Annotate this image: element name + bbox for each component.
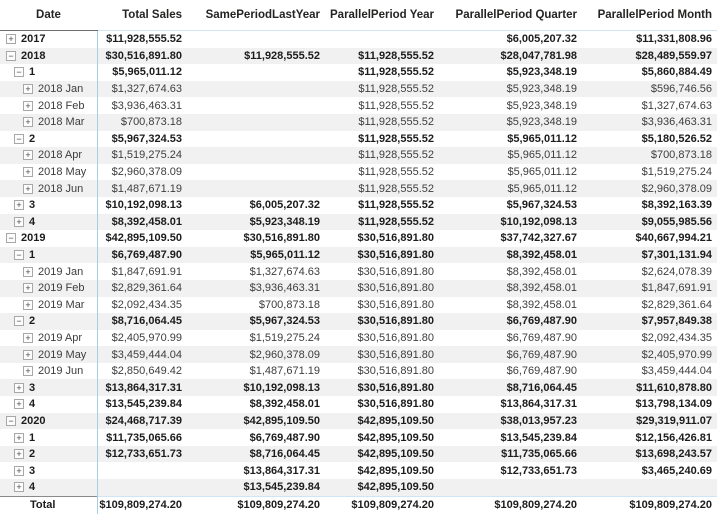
value-cell[interactable]: $11,928,555.52: [325, 48, 439, 65]
row-label: 2018 May: [38, 166, 87, 179]
value-cell[interactable]: $8,392,458.01: [439, 280, 582, 297]
value-cell[interactable]: $1,847,691.91: [582, 280, 717, 297]
value-cell[interactable]: $11,928,555.52: [325, 214, 439, 231]
value-cell[interactable]: $5,180,526.52: [641, 132, 712, 145]
value-cell[interactable]: $6,769,487.90: [439, 346, 582, 363]
date-cell[interactable]: [0, 263, 97, 280]
value-cell[interactable]: [187, 164, 325, 181]
value-cell[interactable]: $1,487,671.19: [97, 180, 187, 197]
expand-icon[interactable]: +: [23, 150, 33, 160]
value-cell[interactable]: $8,392,458.01: [249, 398, 320, 411]
value-cell[interactable]: $11,928,555.52: [358, 166, 434, 179]
value-cell[interactable]: $5,923,348.19: [439, 81, 582, 98]
date-cell[interactable]: [0, 48, 97, 65]
expand-icon[interactable]: +: [14, 383, 24, 393]
value-cell[interactable]: $12,156,426.81: [635, 431, 712, 444]
expand-icon[interactable]: +: [23, 283, 33, 293]
expand-icon[interactable]: +: [23, 300, 33, 310]
value-cell[interactable]: $3,459,444.04: [641, 365, 712, 378]
value-cell[interactable]: $700,873.18: [258, 298, 320, 311]
table-row: [0, 280, 717, 297]
column-header-total-sales[interactable]: Total Sales: [97, 0, 187, 31]
table-row: [0, 164, 717, 181]
value-cell[interactable]: $5,923,348.19: [439, 114, 582, 131]
value-cell[interactable]: $13,864,317.31: [500, 398, 577, 411]
expand-icon[interactable]: +: [23, 333, 33, 343]
table-row: [0, 263, 717, 280]
value-cell[interactable]: $42,895,109.50: [97, 230, 187, 247]
value-cell[interactable]: $11,928,555.52: [97, 31, 187, 48]
value-cell[interactable]: $30,516,891.80: [357, 398, 434, 411]
table-row: [0, 346, 717, 363]
value-cell[interactable]: $2,960,378.09: [187, 346, 325, 363]
value-cell[interactable]: $8,392,163.39: [641, 199, 712, 212]
value-cell[interactable]: $13,545,239.84: [500, 431, 577, 444]
row-label: 4: [29, 481, 36, 494]
value-cell[interactable]: $9,055,985.56: [582, 214, 717, 231]
value-cell[interactable]: $30,516,891.80: [357, 331, 434, 344]
row-label: 3: [29, 381, 36, 394]
value-cell[interactable]: $6,769,487.90: [506, 365, 577, 378]
value-cell[interactable]: [97, 479, 187, 496]
date-cell[interactable]: [0, 214, 97, 231]
total-value-cell[interactable]: $109,809,274.20: [439, 496, 582, 514]
value-cell[interactable]: $30,516,891.80: [325, 280, 439, 297]
row-label: 4: [29, 215, 36, 228]
value-cell[interactable]: $11,928,555.52: [358, 199, 434, 212]
expand-icon[interactable]: +: [23, 184, 33, 194]
value-cell[interactable]: $8,716,064.45: [187, 446, 325, 463]
value-cell[interactable]: $2,960,378.09: [582, 180, 717, 197]
row-label: 2: [29, 132, 36, 145]
value-cell[interactable]: $3,936,463.31: [582, 114, 717, 131]
value-cell[interactable]: $8,716,064.45: [439, 379, 582, 396]
date-cell[interactable]: [0, 280, 97, 297]
table-row: [0, 297, 717, 314]
expand-icon[interactable]: +: [23, 167, 33, 177]
expand-icon[interactable]: +: [23, 267, 33, 277]
value-cell[interactable]: $8,392,458.01: [506, 265, 577, 278]
date-cell[interactable]: [0, 363, 97, 380]
column-header-same-period-last-year[interactable]: SamePeriodLastYear: [187, 0, 325, 31]
date-cell[interactable]: [0, 197, 97, 214]
value-cell[interactable]: $30,516,891.80: [243, 232, 320, 245]
date-cell[interactable]: [0, 97, 97, 114]
value-cell[interactable]: $6,769,487.90: [439, 313, 582, 330]
value-cell[interactable]: $37,742,327.67: [500, 232, 577, 245]
total-value-cell[interactable]: $109,809,274.20: [325, 496, 439, 514]
total-label: Total: [30, 499, 56, 512]
value-cell[interactable]: [439, 479, 582, 496]
date-cell[interactable]: [0, 346, 97, 363]
expand-icon[interactable]: +: [23, 366, 33, 376]
table-row: [0, 48, 717, 65]
collapse-icon[interactable]: −: [14, 67, 24, 77]
table-row: [0, 396, 717, 413]
row-label: 3: [29, 199, 36, 212]
value-cell[interactable]: $6,005,207.32: [506, 33, 577, 46]
value-cell[interactable]: $42,895,109.50: [187, 413, 325, 430]
date-cell[interactable]: [0, 462, 97, 479]
value-cell[interactable]: $11,928,555.52: [358, 99, 434, 112]
value-cell[interactable]: $11,928,555.52: [325, 81, 439, 98]
value-cell[interactable]: [187, 97, 325, 114]
expand-icon[interactable]: +: [14, 482, 24, 492]
date-cell[interactable]: [0, 64, 97, 81]
value-cell[interactable]: $40,667,994.21: [635, 232, 712, 245]
value-cell[interactable]: $5,923,348.19: [506, 99, 577, 112]
row-label: 2020: [21, 414, 46, 427]
value-cell[interactable]: $12,733,651.73: [97, 446, 187, 463]
value-cell[interactable]: $11,331,808.96: [636, 33, 712, 46]
table-row: [0, 230, 717, 247]
total-value-cell[interactable]: $109,809,274.20: [582, 496, 717, 514]
value-cell[interactable]: $13,864,317.31: [97, 379, 187, 396]
value-cell[interactable]: $2,829,361.64: [641, 298, 712, 311]
value-cell[interactable]: $11,928,555.52: [325, 147, 439, 164]
expand-icon[interactable]: +: [14, 399, 24, 409]
row-label: 2: [29, 315, 36, 328]
row-label: 2019: [21, 232, 46, 245]
value-cell[interactable]: $5,965,011.12: [507, 132, 577, 145]
value-cell[interactable]: $2,960,378.09: [97, 164, 187, 181]
value-cell[interactable]: $12,733,651.73: [500, 464, 577, 477]
value-cell[interactable]: $11,928,555.52: [187, 48, 325, 65]
value-cell[interactable]: [187, 64, 325, 81]
date-cell[interactable]: [0, 131, 97, 148]
date-cell[interactable]: [0, 147, 97, 164]
row-label: 2019 May: [38, 348, 87, 361]
expand-icon[interactable]: +: [23, 117, 33, 127]
expand-icon[interactable]: +: [14, 217, 24, 227]
date-cell[interactable]: [0, 330, 97, 347]
table-row: [0, 114, 717, 131]
value-cell[interactable]: $8,716,064.45: [97, 313, 187, 330]
table-row: [0, 197, 717, 214]
date-cell[interactable]: [0, 413, 97, 430]
value-cell[interactable]: $5,965,011.12: [439, 147, 582, 164]
value-cell[interactable]: $30,516,891.80: [357, 298, 434, 311]
value-cell[interactable]: [187, 81, 325, 98]
value-cell[interactable]: $2,405,970.99: [582, 346, 717, 363]
value-cell[interactable]: $5,965,011.12: [507, 166, 577, 179]
value-cell[interactable]: $8,392,458.01: [506, 298, 577, 311]
value-cell[interactable]: $13,545,239.84: [187, 479, 325, 496]
value-cell[interactable]: $3,465,240.69: [641, 464, 712, 477]
table-row: [0, 313, 717, 330]
column-header-parallelperiod-month[interactable]: ParallelPeriod Month: [582, 0, 717, 31]
table-row: [0, 180, 717, 197]
table-row: [0, 379, 717, 396]
value-cell[interactable]: $1,519,275.24: [249, 331, 320, 344]
value-cell[interactable]: $30,516,891.80: [357, 232, 434, 245]
value-cell[interactable]: $42,895,109.50: [357, 431, 434, 444]
table-row: [0, 413, 717, 430]
expand-icon[interactable]: +: [23, 101, 33, 111]
date-cell[interactable]: [0, 31, 97, 48]
value-cell[interactable]: [582, 479, 717, 496]
value-cell[interactable]: $3,936,463.31: [187, 280, 325, 297]
date-cell[interactable]: [0, 114, 97, 131]
value-cell[interactable]: [187, 147, 325, 164]
total-value-cell[interactable]: $109,809,274.20: [97, 496, 187, 514]
value-cell[interactable]: $6,769,487.90: [249, 431, 320, 444]
value-cell[interactable]: [187, 131, 325, 148]
value-cell[interactable]: $11,928,555.52: [358, 132, 434, 145]
expand-icon[interactable]: +: [14, 433, 24, 443]
date-cell[interactable]: [0, 180, 97, 197]
value-cell[interactable]: $42,895,109.50: [357, 464, 434, 477]
expand-icon[interactable]: +: [6, 34, 16, 44]
value-cell[interactable]: $42,895,109.50: [325, 413, 439, 430]
value-cell[interactable]: $11,735,065.66: [97, 429, 187, 446]
value-cell[interactable]: $5,965,011.12: [439, 180, 582, 197]
expand-icon[interactable]: +: [23, 350, 33, 360]
table-row: [0, 479, 717, 496]
value-cell[interactable]: $700,873.18: [97, 114, 187, 131]
row-label: 1: [29, 431, 36, 444]
value-cell[interactable]: $8,392,458.01: [439, 247, 582, 264]
value-cell[interactable]: $3,936,463.31: [97, 97, 187, 114]
value-cell[interactable]: $11,928,555.52: [325, 180, 439, 197]
value-cell[interactable]: [187, 114, 325, 131]
table-row: [0, 31, 717, 48]
value-cell[interactable]: $11,928,555.52: [325, 114, 439, 131]
row-label: 2018 Mar: [38, 116, 85, 129]
value-cell[interactable]: $42,895,109.50: [325, 479, 439, 496]
value-cell[interactable]: $10,192,098.13: [187, 379, 325, 396]
value-cell[interactable]: $28,489,559.97: [582, 48, 717, 65]
column-header-date[interactable]: Date: [0, 0, 97, 31]
date-cell[interactable]: [0, 247, 97, 264]
row-label: 2: [29, 448, 36, 461]
table-row: [0, 97, 717, 114]
value-cell[interactable]: [187, 31, 325, 48]
value-cell[interactable]: $1,327,674.63: [97, 81, 187, 98]
value-cell[interactable]: $7,301,131.94: [582, 247, 717, 264]
value-cell[interactable]: $3,459,444.04: [97, 346, 187, 363]
date-cell[interactable]: [0, 230, 97, 247]
table-row: [0, 247, 717, 264]
value-cell[interactable]: $5,967,324.53: [97, 131, 187, 148]
value-cell[interactable]: $1,327,674.63: [641, 99, 712, 112]
value-cell[interactable]: $30,516,891.80: [357, 265, 434, 278]
value-cell[interactable]: $5,967,324.53: [506, 199, 577, 212]
value-cell[interactable]: $13,798,134.09: [635, 398, 712, 411]
value-cell[interactable]: $5,860,884.49: [641, 66, 712, 79]
value-cell[interactable]: $30,516,891.80: [357, 365, 434, 378]
column-header-parallelperiod-year[interactable]: ParallelPeriod Year: [325, 0, 439, 31]
expand-icon[interactable]: +: [14, 449, 24, 459]
value-cell[interactable]: [325, 31, 439, 48]
row-label: 2018 Apr: [38, 149, 83, 162]
value-cell[interactable]: $7,957,849.38: [582, 313, 717, 330]
date-cell[interactable]: [0, 164, 97, 181]
table-row: [0, 147, 717, 164]
column-header-parallelperiod-quarter[interactable]: ParallelPeriod Quarter: [439, 0, 582, 31]
value-cell[interactable]: $2,624,078.39: [641, 265, 712, 278]
value-cell[interactable]: $5,965,011.12: [97, 64, 187, 81]
collapse-icon[interactable]: −: [6, 416, 16, 426]
value-cell[interactable]: [187, 180, 325, 197]
value-cell[interactable]: $28,047,781.98: [439, 48, 582, 65]
value-cell[interactable]: $38,013,957.23: [439, 413, 582, 430]
value-cell[interactable]: $30,516,891.80: [325, 346, 439, 363]
expand-icon[interactable]: +: [14, 466, 24, 476]
table-row: [0, 446, 717, 463]
row-label: 2018 Jan: [38, 83, 84, 96]
row-label: 2019 Jun: [38, 365, 84, 378]
row-label: 3: [29, 464, 36, 477]
value-cell[interactable]: $30,516,891.80: [325, 379, 439, 396]
value-cell[interactable]: $6,005,207.32: [249, 199, 320, 212]
value-cell[interactable]: $13,864,317.31: [243, 464, 320, 477]
value-cell[interactable]: $1,487,671.19: [249, 365, 320, 378]
value-cell[interactable]: $5,965,011.12: [187, 247, 325, 264]
value-cell[interactable]: $1,327,674.63: [249, 265, 320, 278]
row-label: 2019 Feb: [38, 282, 85, 295]
value-cell[interactable]: $30,516,891.80: [325, 313, 439, 330]
value-cell[interactable]: $10,192,098.13: [439, 214, 582, 231]
row-label: 1: [29, 249, 36, 262]
table-row: [0, 363, 717, 380]
total-label-cell[interactable]: [0, 496, 97, 514]
expand-icon[interactable]: +: [23, 84, 33, 94]
collapse-icon[interactable]: −: [14, 134, 24, 144]
value-cell[interactable]: $6,769,487.90: [97, 247, 187, 264]
value-cell[interactable]: $5,923,348.19: [187, 214, 325, 231]
table-row: [0, 81, 717, 98]
row-label: 2019 Apr: [38, 331, 83, 344]
value-cell[interactable]: $42,895,109.50: [325, 446, 439, 463]
expand-icon[interactable]: +: [14, 200, 24, 210]
row-label: 4: [29, 398, 36, 411]
value-cell[interactable]: $1,519,275.24: [97, 147, 187, 164]
table-row: [0, 330, 717, 347]
date-cell[interactable]: [0, 446, 97, 463]
value-cell[interactable]: $24,468,717.39: [97, 413, 187, 430]
value-cell[interactable]: $2,850,649.42: [97, 363, 187, 380]
value-cell[interactable]: $11,610,878.80: [582, 379, 717, 396]
table-row: [0, 429, 717, 446]
date-cell[interactable]: [0, 429, 97, 446]
value-cell[interactable]: $5,923,348.19: [506, 66, 577, 79]
value-cell[interactable]: $6,769,487.90: [506, 331, 577, 344]
value-cell[interactable]: $11,928,555.52: [358, 66, 434, 79]
total-value-cell[interactable]: $109,809,274.20: [187, 496, 325, 514]
value-cell[interactable]: $1,519,275.24: [641, 166, 712, 179]
value-cell[interactable]: $5,967,324.53: [187, 313, 325, 330]
row-label: 2017: [21, 33, 46, 46]
date-cell[interactable]: [0, 313, 97, 330]
row-label: 2018: [21, 49, 46, 62]
value-cell[interactable]: $11,735,065.66: [439, 446, 582, 463]
value-cell[interactable]: $2,092,434.35: [97, 297, 187, 314]
value-cell[interactable]: [97, 462, 187, 479]
value-cell[interactable]: $700,873.18: [582, 147, 717, 164]
value-cell[interactable]: $13,698,243.57: [582, 446, 717, 463]
collapse-icon[interactable]: −: [6, 233, 16, 243]
value-cell[interactable]: $2,829,361.64: [97, 280, 187, 297]
value-cell[interactable]: $13,545,239.84: [97, 396, 187, 413]
value-cell[interactable]: $30,516,891.80: [325, 247, 439, 264]
value-cell[interactable]: $30,516,891.80: [97, 48, 187, 65]
value-cell[interactable]: $1,847,691.91: [97, 263, 187, 280]
table-row: [0, 131, 717, 148]
row-label: 2019 Jan: [38, 265, 84, 278]
header-row: [0, 0, 717, 31]
collapse-icon[interactable]: −: [14, 316, 24, 326]
collapse-icon[interactable]: −: [14, 250, 24, 260]
date-cell[interactable]: [0, 297, 97, 314]
date-cell[interactable]: [0, 81, 97, 98]
table-row: [0, 64, 717, 81]
value-cell[interactable]: $29,319,911.07: [582, 413, 717, 430]
row-label: 1: [29, 66, 36, 79]
row-label: 2019 Mar: [38, 298, 85, 311]
value-cell[interactable]: $2,092,434.35: [641, 331, 712, 344]
date-cell[interactable]: [0, 396, 97, 413]
row-label: 2018 Feb: [38, 99, 85, 112]
value-cell[interactable]: $2,405,970.99: [97, 330, 187, 347]
table-row: [0, 462, 717, 479]
value-cell[interactable]: $8,392,458.01: [97, 214, 187, 231]
value-cell[interactable]: $10,192,098.13: [97, 197, 187, 214]
collapse-icon[interactable]: −: [6, 51, 16, 61]
date-cell[interactable]: [0, 479, 97, 496]
row-label: 2018 Jun: [38, 182, 84, 195]
total-row: [0, 496, 717, 514]
table-row: [0, 214, 717, 231]
date-cell[interactable]: [0, 379, 97, 396]
value-cell[interactable]: $596,746.56: [582, 81, 717, 98]
